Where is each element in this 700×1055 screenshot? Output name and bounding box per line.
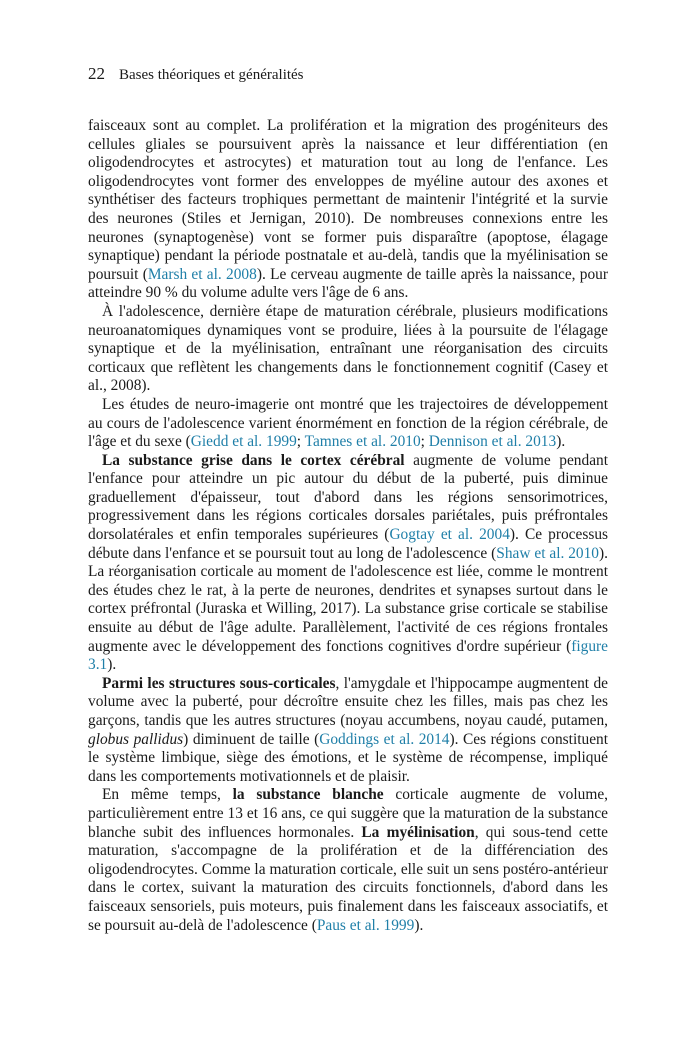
text: , l'amygdale et l'hippocampe augmentent de volume avec la puberté, pour décroître ensuite chez les filles, mais pas chez les garçons, tandis que les autres structures (noyau accumbens, noyau caudé, putamen, bbox=[88, 674, 608, 729]
figure-link[interactable]: figure 3.1 bbox=[88, 637, 608, 674]
running-header bbox=[88, 64, 304, 84]
paragraph-5 bbox=[88, 675, 608, 787]
separator: ; bbox=[296, 433, 305, 451]
citation-link[interactable]: Goddings et al. 2014 bbox=[319, 730, 450, 748]
citation-link[interactable]: Dennison et al. 2013 bbox=[428, 433, 557, 451]
citation-link[interactable]: Marsh et al. 2008 bbox=[147, 265, 257, 283]
page-number: 22 bbox=[88, 64, 105, 83]
citation-link[interactable]: Tamnes et al. 2010 bbox=[304, 433, 421, 451]
text: ). bbox=[556, 433, 566, 451]
text: Les études de neuro-imagerie ont montré que les trajectoires de développement au cours de l'adolescence varient énormément en fonction de la région cérébrale, de l'âge et du sexe ( bbox=[88, 395, 608, 451]
citation-link[interactable]: Giedd et al. 1999 bbox=[190, 433, 297, 451]
text: ). Ces régions constituent le système limbique, siège des émotions, et le système de récompense, impliqué dans les comportements motivationnels et de plaisir. bbox=[88, 730, 608, 785]
text: En même temps, bbox=[102, 786, 233, 804]
bold-term: Parmi les structures sous-corticales bbox=[102, 674, 336, 692]
italic-term: globus pallidus bbox=[88, 730, 184, 748]
text: faisceaux sont au complet. La prolifération et la migration des progéniteurs des cellules gliales se poursuivent après la naissance et leur différentiation (en oligodendrocytes et astrocytes) et maturation tout au long de l'enfance. Les oligodendrocytes vont former des enveloppes de myéline autour des axones et synthétiser des facteurs trophiques permettant de maintenir l'intégrité et la survie des neurones (Stiles et Jernigan, 2010). De nombreuses connexions entre les neurones (synaptogenèse) vont se former puis disparaître (apoptose, élagage synaptique) pendant la période postnatale et au-delà, tandis que la myélinisation se poursuit ( bbox=[88, 117, 608, 283]
paragraph-1 bbox=[88, 117, 608, 303]
paragraph-4 bbox=[88, 452, 608, 675]
text: , qui sous-tend cette maturation, s'accompagne de la prolifération et de la différenciation des oligodendrocytes. Comme la maturation corticale, elle suit un sens postéro-antérieur dans le cortex, suivant la maturation des circuits fonctionnels, d'abord dans les faisceaux sensoriels, puis moteurs, puis finalement dans les faisceaux associatifs, et se poursuit au-delà de l'adolescence ( bbox=[88, 823, 608, 934]
paragraph-6 bbox=[88, 786, 608, 935]
text: ) diminuent de taille ( bbox=[183, 730, 320, 748]
text: ). Ce processus débute dans l'enfance et se poursuit tout au long de l'adolescence ( bbox=[88, 526, 609, 562]
paragraph-2 bbox=[88, 303, 608, 396]
bold-term: La myélinisation bbox=[361, 823, 475, 841]
text: ). Le cerveau augmente de taille après la naissance, pour atteindre 90 % du volume adulte vers l'âge de 6 ans. bbox=[88, 265, 609, 302]
running-title: Bases théoriques et généralités bbox=[119, 67, 304, 83]
bold-term: La substance grise dans le cortex cérébral bbox=[102, 451, 405, 469]
bold-term: la substance blanche bbox=[232, 786, 384, 804]
citation-link[interactable]: Paus et al. 1999 bbox=[316, 916, 415, 934]
text: corticale augmente de volume, particulièrement entre 13 et 16 ans, ce qui suggère que la maturation de la substance blanche subit des influences hormonales. bbox=[88, 786, 609, 841]
body-text bbox=[88, 117, 608, 935]
separator: ; bbox=[420, 433, 429, 451]
text: ). bbox=[107, 656, 117, 674]
text: ). bbox=[414, 916, 424, 934]
text: augmente de volume pendant l'enfance pour atteindre un pic autour du début de la puberté, puis diminue graduellement d'épaisseur, tout d'abord dans les régions sensorimotrices, progressivement dans les régions corticales dorsales pariétales, puis préfrontales dorsolatérales et enfin temporales supérieures ( bbox=[88, 451, 608, 544]
citation-link[interactable]: Gogtay et al. 2004 bbox=[389, 526, 510, 544]
text: À l'adolescence, dernière étape de maturation cérébrale, plusieurs modifications neuroanatomiques dynamiques vont se produire, liées à la poursuite de l'élagage synaptique et de la myélinisation, entraînant une réorganisation des circuits corticaux que reflètent les changements dans le fonctionnement cognitif (Casey et al., 2008). bbox=[88, 302, 608, 395]
text: ). La réorganisation corticale au moment de l'adolescence est liée, comme le montrent des études chez le rat, à la perte de neurones, dendrites et synapses surtout dans le cortex préfrontal (Juraska et Willing, 2017). La substance grise corticale se stabilise ensuite au début de l'âge adulte. Parallèlement, l'activité de ces régions frontales augmente avec le développement des fonctions cognitives d'ordre supérieur ( bbox=[88, 544, 608, 655]
paragraph-3 bbox=[88, 396, 608, 452]
citation-link[interactable]: Shaw et al. 2010 bbox=[496, 544, 600, 562]
